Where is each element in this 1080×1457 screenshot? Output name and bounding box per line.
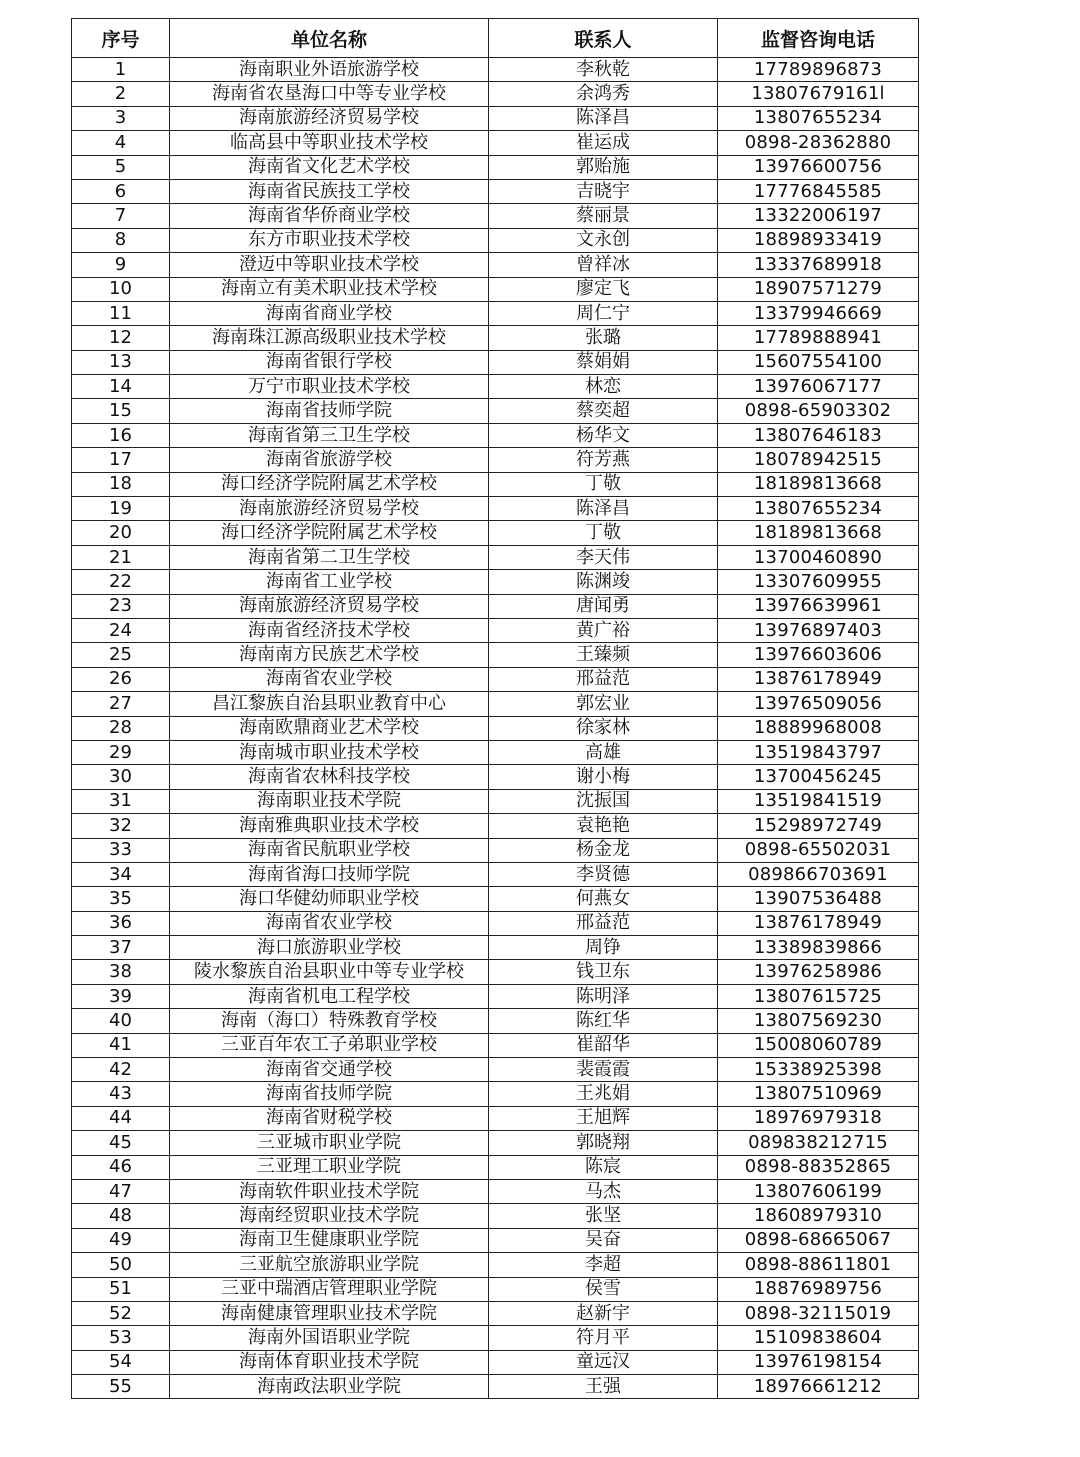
contact-person: 陈泽昌 [489,497,718,521]
phone-number: 13976258986 [718,960,919,984]
unit-name: 三亚中瑞酒店管理职业学院 [170,1277,489,1301]
unit-name: 海南省银行学校 [170,350,489,374]
table-row [72,1301,919,1325]
table-body [72,58,919,1399]
contact-person: 廖定飞 [489,277,718,301]
table-row [72,326,919,350]
contact-person: 高雄 [489,740,718,764]
contact-person: 赵新宇 [489,1301,718,1325]
unit-name: 东方市职业技术学校 [170,228,489,252]
row-index: 19 [72,497,170,521]
row-index: 24 [72,618,170,642]
phone-number: 13976897403 [718,618,919,642]
row-index: 22 [72,570,170,594]
contact-person: 李超 [489,1253,718,1277]
contact-person: 沈振国 [489,789,718,813]
row-index: 27 [72,692,170,716]
contact-person: 陈明泽 [489,984,718,1008]
contact-person: 张坚 [489,1204,718,1228]
phone-number: 13976600756 [718,155,919,179]
unit-name: 海南珠江源高级职业技术学校 [170,326,489,350]
phone-number: 18976979318 [718,1106,919,1130]
row-index: 41 [72,1033,170,1057]
row-index: 21 [72,545,170,569]
unit-name: 海南外国语职业学院 [170,1326,489,1350]
phone-number: 13876178949 [718,667,919,691]
contact-person: 丁敬 [489,472,718,496]
table-row [72,521,919,545]
contact-person: 符芳燕 [489,448,718,472]
row-index: 4 [72,131,170,155]
row-index: 25 [72,643,170,667]
phone-number: 17776845585 [718,179,919,203]
phone-number: 18078942515 [718,448,919,472]
phone-number: 18189813668 [718,472,919,496]
table-row [72,789,919,813]
table-row [72,1228,919,1252]
contact-person: 林恋 [489,375,718,399]
contact-person: 裴霞霞 [489,1058,718,1082]
row-index: 20 [72,521,170,545]
table-row [72,448,919,472]
row-index: 11 [72,301,170,325]
table-row [72,911,919,935]
unit-name: 海南省旅游学校 [170,448,489,472]
phone-number: 0898-32115019 [718,1301,919,1325]
phone-number: 15008060789 [718,1033,919,1057]
unit-name: 海南经贸职业技术学院 [170,1204,489,1228]
row-index: 8 [72,228,170,252]
row-index: 26 [72,667,170,691]
table-row [72,277,919,301]
unit-name: 海南省财税学校 [170,1106,489,1130]
header-index: 序号 [72,19,170,58]
row-index: 37 [72,936,170,960]
contact-person: 蔡娟娟 [489,350,718,374]
unit-name: 海南旅游经济贸易学校 [170,594,489,618]
table-row [72,82,919,106]
contact-person: 郭晓翔 [489,1131,718,1155]
row-index: 46 [72,1155,170,1179]
phone-number: 17789896873 [718,58,919,82]
table-row [72,1155,919,1179]
phone-number: 089866703691 [718,862,919,886]
row-index: 40 [72,1009,170,1033]
phone-number: 0898-65903302 [718,399,919,423]
phone-number: 0898-65502031 [718,838,919,862]
contact-person: 马杰 [489,1179,718,1203]
row-index: 18 [72,472,170,496]
row-index: 50 [72,1253,170,1277]
unit-name: 海南省民族技工学校 [170,179,489,203]
table-row [72,570,919,594]
phone-number: 13807615725 [718,984,919,1008]
row-index: 5 [72,155,170,179]
unit-name: 海南软件职业技术学院 [170,1179,489,1203]
table-row [72,1277,919,1301]
unit-name: 海南政法职业学院 [170,1375,489,1399]
row-index: 44 [72,1106,170,1130]
contact-person: 陈泽昌 [489,106,718,130]
unit-name: 海南职业技术学院 [170,789,489,813]
table-row [72,887,919,911]
table-row [72,618,919,642]
contact-person: 崔运成 [489,131,718,155]
phone-number: 13976067177 [718,375,919,399]
unit-name: 三亚百年农工子弟职业学校 [170,1033,489,1057]
contact-person: 王臻频 [489,643,718,667]
contact-person: 周铮 [489,936,718,960]
row-index: 10 [72,277,170,301]
phone-number: 13379946669 [718,301,919,325]
phone-number: 13700456245 [718,765,919,789]
row-index: 29 [72,740,170,764]
row-index: 48 [72,1204,170,1228]
row-index: 16 [72,423,170,447]
contact-person: 李贤德 [489,862,718,886]
contact-person: 杨华文 [489,423,718,447]
table-row [72,960,919,984]
contact-person: 曾祥冰 [489,253,718,277]
row-index: 55 [72,1375,170,1399]
row-index: 42 [72,1058,170,1082]
table-row [72,1131,919,1155]
unit-name: 海南健康管理职业技术学院 [170,1301,489,1325]
table-row [72,375,919,399]
table-row [72,423,919,447]
contact-person: 侯雪 [489,1277,718,1301]
unit-name: 海南职业外语旅游学校 [170,58,489,82]
phone-number: 15338925398 [718,1058,919,1082]
row-index: 14 [72,375,170,399]
phone-number: 13807569230 [718,1009,919,1033]
table-row [72,765,919,789]
phone-number: 13519841519 [718,789,919,813]
table-row [72,155,919,179]
unit-name: 海南省农垦海口中等专业学校 [170,82,489,106]
unit-name: 海南省民航职业学校 [170,838,489,862]
contact-person: 余鸿秀 [489,82,718,106]
table-row [72,1326,919,1350]
table-row [72,667,919,691]
unit-name: 海南南方民族艺术学校 [170,643,489,667]
row-index: 3 [72,106,170,130]
unit-name: 海南省第二卫生学校 [170,545,489,569]
phone-number: 15298972749 [718,814,919,838]
table-row [72,1375,919,1399]
phone-number: 18876989756 [718,1277,919,1301]
phone-number: 18889968008 [718,716,919,740]
row-index: 32 [72,814,170,838]
unit-name: 陵水黎族自治县职业中等专业学校 [170,960,489,984]
unit-name: 海南省技师学院 [170,1082,489,1106]
table-row [72,545,919,569]
unit-name: 海口旅游职业学校 [170,936,489,960]
row-index: 39 [72,984,170,1008]
table-row [72,1106,919,1130]
table-row [72,984,919,1008]
table-row [72,1350,919,1374]
contact-person: 郭宏业 [489,692,718,716]
contact-person: 崔韶华 [489,1033,718,1057]
phone-number: 18898933419 [718,228,919,252]
contact-person: 陈渊竣 [489,570,718,594]
unit-name: 海口经济学院附属艺术学校 [170,472,489,496]
row-index: 43 [72,1082,170,1106]
table-row [72,497,919,521]
contact-person: 王强 [489,1375,718,1399]
phone-number: 15607554100 [718,350,919,374]
unit-name: 海南省经济技术学校 [170,618,489,642]
phone-number: 13389839866 [718,936,919,960]
phone-number: 13519843797 [718,740,919,764]
header-contact: 联系人 [489,19,718,58]
table-row [72,106,919,130]
phone-number: 13807606199 [718,1179,919,1203]
table-row [72,692,919,716]
phone-number: 13976198154 [718,1350,919,1374]
table-row [72,1058,919,1082]
phone-number: 13876178949 [718,911,919,935]
unit-name: 海南省文化艺术学校 [170,155,489,179]
unit-name: 万宁市职业技术学校 [170,375,489,399]
contact-person: 陈红华 [489,1009,718,1033]
row-index: 35 [72,887,170,911]
phone-number: 13807655234 [718,497,919,521]
contact-person: 陈宸 [489,1155,718,1179]
row-index: 51 [72,1277,170,1301]
unit-name: 海南省农业学校 [170,911,489,935]
unit-name: 海南省交通学校 [170,1058,489,1082]
unit-name: 三亚理工职业学院 [170,1155,489,1179]
header-row [72,19,919,58]
table-row [72,204,919,228]
unit-name: 澄迈中等职业技术学校 [170,253,489,277]
table-row [72,1082,919,1106]
unit-name: 海南省技师学院 [170,399,489,423]
unit-name: 海南立有美术职业技术学校 [170,277,489,301]
table-row [72,862,919,886]
phone-number: 13700460890 [718,545,919,569]
contact-person: 文永创 [489,228,718,252]
contact-person: 童远汉 [489,1350,718,1374]
contact-person: 邢益范 [489,911,718,935]
row-index: 15 [72,399,170,423]
unit-name: 海南省农林科技学校 [170,765,489,789]
table-row [72,594,919,618]
phone-number: 13337689918 [718,253,919,277]
row-index: 53 [72,1326,170,1350]
phone-number: 18907571279 [718,277,919,301]
phone-number: 13807679161l [718,82,919,106]
table-row [72,643,919,667]
table-row [72,58,919,82]
phone-number: 13807510969 [718,1082,919,1106]
unit-name: 海南省机电工程学校 [170,984,489,1008]
row-index: 38 [72,960,170,984]
contact-person: 杨金龙 [489,838,718,862]
phone-number: 0898-88611801 [718,1253,919,1277]
table-row [72,131,919,155]
unit-name: 昌江黎族自治县职业教育中心 [170,692,489,716]
phone-number: 18608979310 [718,1204,919,1228]
contact-person: 丁敬 [489,521,718,545]
unit-name: 三亚城市职业学院 [170,1131,489,1155]
unit-name: 海南省华侨商业学校 [170,204,489,228]
unit-name: 海南省工业学校 [170,570,489,594]
table-row [72,350,919,374]
phone-number: 0898-68665067 [718,1228,919,1252]
table-row [72,814,919,838]
unit-name: 海南体育职业技术学院 [170,1350,489,1374]
row-index: 7 [72,204,170,228]
contact-person: 吴奋 [489,1228,718,1252]
phone-number: 13807646183 [718,423,919,447]
contact-person: 谢小梅 [489,765,718,789]
phone-number: 13976509056 [718,692,919,716]
contact-person: 邢益范 [489,667,718,691]
contact-person: 吉晓宇 [489,179,718,203]
row-index: 17 [72,448,170,472]
row-index: 30 [72,765,170,789]
row-index: 33 [72,838,170,862]
unit-name: 海南省海口技师学院 [170,862,489,886]
table-row [72,228,919,252]
row-index: 31 [72,789,170,813]
row-index: 12 [72,326,170,350]
contact-person: 袁艳艳 [489,814,718,838]
phone-number: 15109838604 [718,1326,919,1350]
phone-number: 13307609955 [718,570,919,594]
row-index: 1 [72,58,170,82]
contact-person: 蔡奕超 [489,399,718,423]
phone-number: 089838212715 [718,1131,919,1155]
contact-person: 蔡丽景 [489,204,718,228]
row-index: 23 [72,594,170,618]
table-row [72,301,919,325]
contact-person: 郭贻施 [489,155,718,179]
contact-person: 钱卫东 [489,960,718,984]
unit-name: 海南（海口）特殊教育学校 [170,1009,489,1033]
unit-name: 海口经济学院附属艺术学校 [170,521,489,545]
contact-person: 李天伟 [489,545,718,569]
unit-name: 海南雅典职业技术学校 [170,814,489,838]
contact-person: 黄广裕 [489,618,718,642]
table-row [72,1179,919,1203]
unit-name: 海南卫生健康职业学院 [170,1228,489,1252]
row-index: 9 [72,253,170,277]
header-unit-name: 单位名称 [170,19,489,58]
phone-number: 13907536488 [718,887,919,911]
row-index: 36 [72,911,170,935]
contact-person: 李秋乾 [489,58,718,82]
phone-number: 13807655234 [718,106,919,130]
row-index: 6 [72,179,170,203]
table-row [72,1033,919,1057]
unit-name: 海口华健幼师职业学校 [170,887,489,911]
table-row [72,716,919,740]
unit-name: 海南欧鼎商业艺术学校 [170,716,489,740]
row-index: 28 [72,716,170,740]
phone-number: 18976661212 [718,1375,919,1399]
phone-number: 0898-88352865 [718,1155,919,1179]
unit-name: 海南省农业学校 [170,667,489,691]
row-index: 45 [72,1131,170,1155]
contact-person: 王兆娟 [489,1082,718,1106]
table-row [72,179,919,203]
phone-number: 0898-28362880 [718,131,919,155]
contact-person: 张璐 [489,326,718,350]
table-row [72,253,919,277]
row-index: 52 [72,1301,170,1325]
table-row [72,838,919,862]
row-index: 13 [72,350,170,374]
unit-name: 临高县中等职业技术学校 [170,131,489,155]
table-row [72,1204,919,1228]
table-row [72,399,919,423]
contact-person: 何燕女 [489,887,718,911]
unit-name: 海南省商业学校 [170,301,489,325]
table-row [72,1009,919,1033]
contact-person: 王旭辉 [489,1106,718,1130]
unit-name: 三亚航空旅游职业学院 [170,1253,489,1277]
unit-name: 海南旅游经济贸易学校 [170,106,489,130]
contact-person: 唐闻勇 [489,594,718,618]
contact-person: 徐家林 [489,716,718,740]
unit-name: 海南旅游经济贸易学校 [170,497,489,521]
row-index: 34 [72,862,170,886]
unit-name: 海南省第三卫生学校 [170,423,489,447]
row-index: 54 [72,1350,170,1374]
header-phone: 监督咨询电话 [718,19,919,58]
contact-table [71,18,919,1399]
contact-person: 符月平 [489,1326,718,1350]
table-row [72,1253,919,1277]
row-index: 2 [72,82,170,106]
table-header [72,19,919,58]
phone-number: 13976639961 [718,594,919,618]
table-row [72,936,919,960]
table-row [72,472,919,496]
phone-number: 17789888941 [718,326,919,350]
row-index: 49 [72,1228,170,1252]
phone-number: 13322006197 [718,204,919,228]
phone-number: 18189813668 [718,521,919,545]
phone-number: 13976603606 [718,643,919,667]
row-index: 47 [72,1179,170,1203]
table-row [72,740,919,764]
contact-person: 周仁宁 [489,301,718,325]
unit-name: 海南城市职业技术学校 [170,740,489,764]
